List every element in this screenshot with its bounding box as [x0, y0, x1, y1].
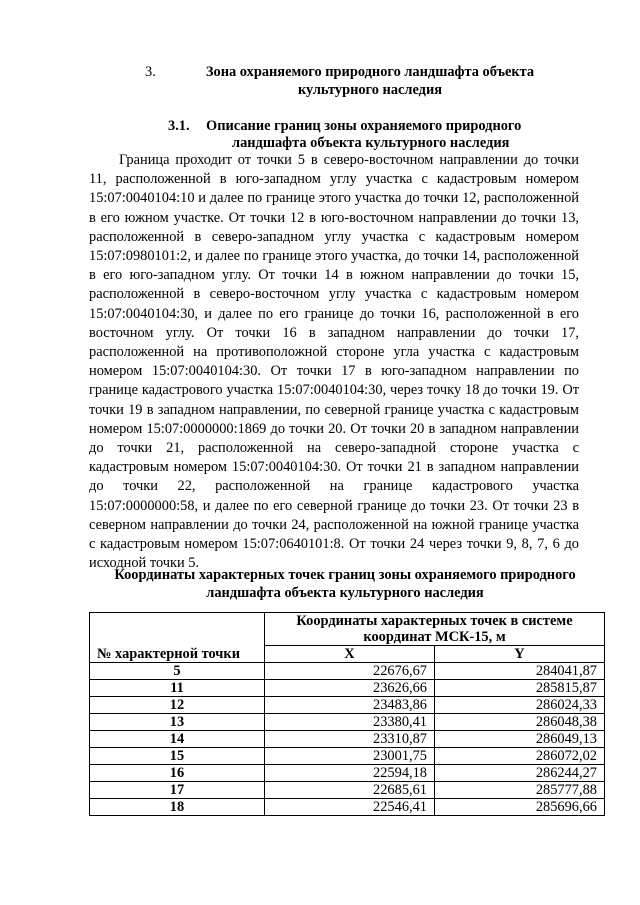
subsection-title-line2: ландшафта объекта культурного наследия: [232, 135, 510, 151]
section-heading: [145, 63, 555, 99]
table-row: [90, 765, 605, 782]
coordinates-table: [89, 612, 605, 816]
y-cell: 285777,88: [435, 782, 605, 799]
x-cell: 22685,61: [265, 782, 435, 799]
y-cell: 286049,13: [435, 731, 605, 748]
boundary-description: Граница проходит от точки 5 в северо-восточном направлении до точки 11, расположенной в юго-западном углу участка с кадастровым номером 15:07:0040104:10 и далее по границе этого участка до точки 12, расположенной в его южном участке. От точки 12 в юго-восточном направлении до точки 13, расположенной в северо-западном углу участка с кадастровым номером 15:07:0980101:2, и далее по границе этого участка, до точки 14, расположенной в его юго-западном углу. От точки 14 в южном направлении до точки 15, расположенной в северо-восточном углу участка с кадастровым номером 15:07:0040104:30, и далее по его границе до точки 16, расположенной в его восточном углу. От точки 16 в западном направлении до точки 17, расположенной на противоположной стороне угла участка с кадастровым номером 15:07:0040104:30. От точки 17 в юго-западном направлении по границе кадастрового участка 15:07:0040104:30, через точку 18 до точки 19. От точки 19 в западном направлении, по северной границе участка с кадастровым номером 15:07:0000000:1869 до точки 20. От точки 20 в западном направлении до точки 21, расположенной на северо-западной стороне участка с кадастровым номером 15:07:0040104:30. От точки 21 в западном направлении до точки 22, расположенной на границе кадастрового участка 15:07:0000000:58, и далее по его северной границе до точки 23. От точки 23 в северном направлении до точки 24, расположенной на южной границе участка с кадастровым номером 15:07:0640101:8. От точки 24 через точки 9, 8, 7, 6 до исходной точки 5.: [89, 152, 579, 572]
table-row: [90, 714, 605, 731]
section-number: 3.: [145, 64, 156, 80]
y-cell: 284041,87: [435, 663, 605, 680]
x-cell: 22546,41: [265, 799, 435, 816]
section-title: Зона охраняемого природного ландшафта объекта культурного наследия: [205, 64, 535, 98]
y-cell: 285696,66: [435, 799, 605, 816]
subsection-heading: [168, 118, 548, 152]
x-cell: 23626,66: [265, 680, 435, 697]
x-cell: 23001,75: [265, 748, 435, 765]
point-cell: 15: [90, 748, 265, 765]
y-cell: 286072,02: [435, 748, 605, 765]
column-header-point: № характерной точки: [90, 613, 265, 663]
column-header-y: Y: [435, 646, 605, 663]
subsection-title-line1: Описание границ зоны охраняемого природного: [206, 118, 522, 134]
table-row: [90, 731, 605, 748]
table-body: [90, 663, 605, 816]
x-cell: 23483,86: [265, 697, 435, 714]
point-cell: 12: [90, 697, 265, 714]
subsection-title: [206, 118, 548, 152]
y-cell: 285815,87: [435, 680, 605, 697]
table-row: [90, 748, 605, 765]
point-cell: 5: [90, 663, 265, 680]
point-cell: 18: [90, 799, 265, 816]
subsection-number: 3.1.: [168, 118, 190, 134]
y-cell: 286244,27: [435, 765, 605, 782]
y-cell: 286048,38: [435, 714, 605, 731]
point-cell: 16: [90, 765, 265, 782]
point-cell: 13: [90, 714, 265, 731]
x-cell: 23310,87: [265, 731, 435, 748]
x-cell: 22676,67: [265, 663, 435, 680]
table-row: [90, 782, 605, 799]
point-cell: 17: [90, 782, 265, 799]
y-cell: 286024,33: [435, 697, 605, 714]
point-cell: 14: [90, 731, 265, 748]
column-header-x: X: [265, 646, 435, 663]
x-cell: 22594,18: [265, 765, 435, 782]
column-header-coordinates: Координаты характерных точек в системе координат МСК-15, м: [265, 613, 605, 646]
table-row: [90, 697, 605, 714]
x-cell: 23380,41: [265, 714, 435, 731]
table-row: [90, 799, 605, 816]
table-row: [90, 663, 605, 680]
table-row: [90, 680, 605, 697]
table-caption: Координаты характерных точек границ зоны охраняемого природного ландшафта объекта культурного наследия: [114, 567, 576, 601]
point-cell: 11: [90, 680, 265, 697]
